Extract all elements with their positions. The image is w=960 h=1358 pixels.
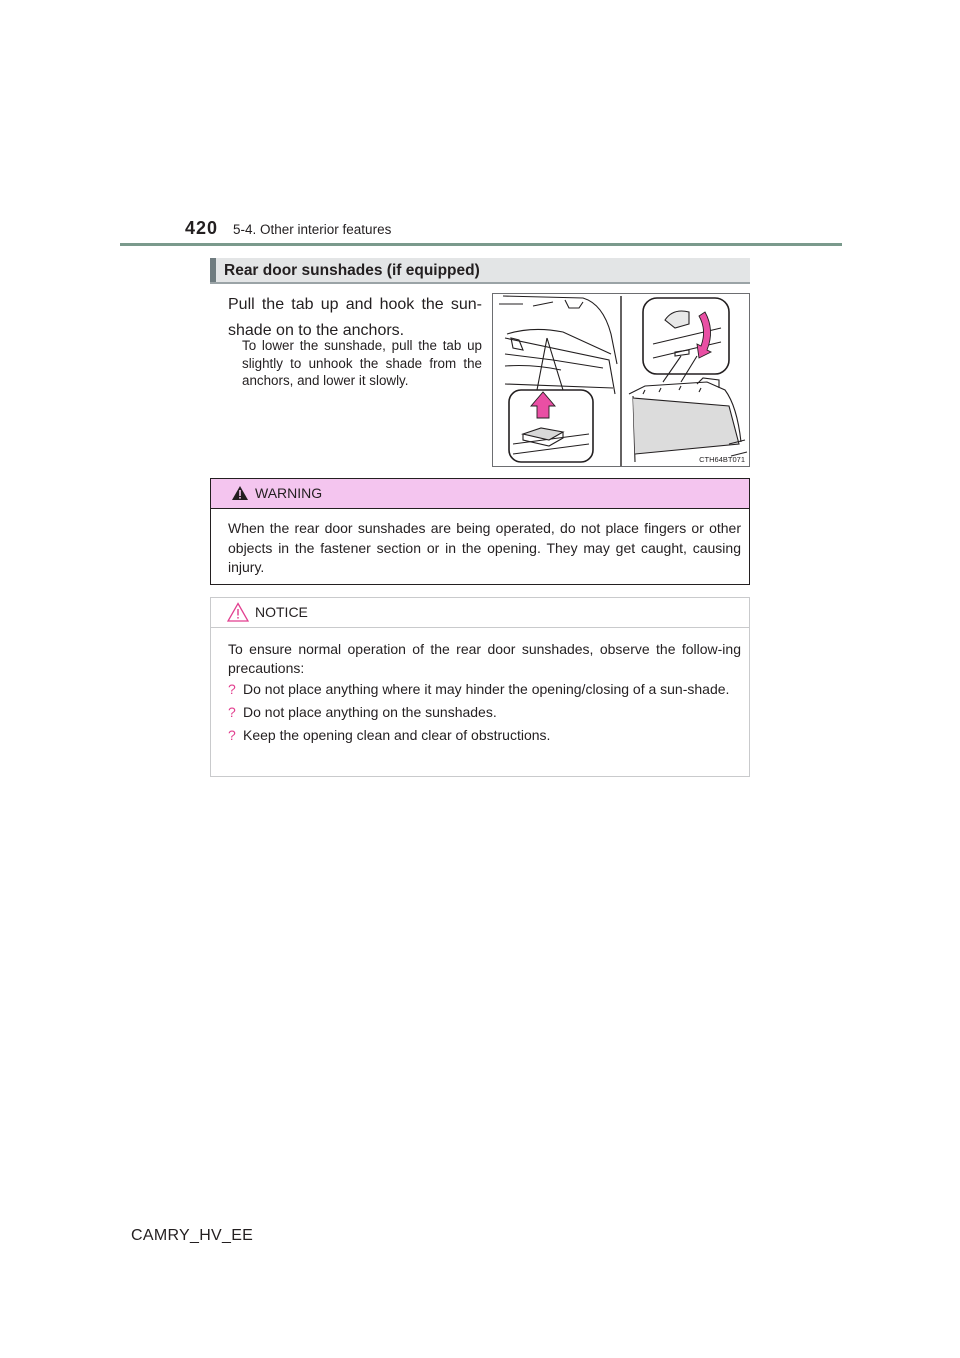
warning-text: When the rear door sunshades are being operated, do not place fingers or other objects in the fastener section or in the opening. They may get caught, causing injury. <box>228 520 741 575</box>
instruction-text: Pull the tab up and hook the sun-shade on to the anchors. <box>228 296 482 339</box>
sunshade-illustration <box>492 293 750 467</box>
figure-code: CTH64BT071 <box>699 455 745 464</box>
topic-title: Rear door sunshades (if equipped) <box>224 262 480 279</box>
topic-heading-bar <box>210 258 750 284</box>
topic-accent <box>210 258 216 282</box>
warning-label: WARNING <box>255 485 323 501</box>
notice-intro: To ensure normal operation of the rear door sunshades, observe the follow-ing precautions: <box>228 641 741 676</box>
warning-box <box>210 478 750 585</box>
notice-box <box>210 597 750 777</box>
list-item-text: Do not place anything on the sunshades. <box>243 704 497 720</box>
header-rule <box>120 243 842 246</box>
section-title: 5-4. Other interior features <box>233 222 392 237</box>
instruction-note: To lower the sunshade, pull the tab up slightly to unhook the shade from the anchors, and lower it slowly. <box>242 338 482 388</box>
notice-header <box>211 598 749 628</box>
bullet-marker: ? <box>228 681 236 697</box>
caution-icon <box>227 602 249 622</box>
list-item-text: Do not place anything where it may hinder the opening/closing of a sun-shade. <box>243 681 730 697</box>
page-number: 420 <box>185 218 219 238</box>
notice-label: NOTICE <box>255 604 308 620</box>
warning-icon <box>231 485 249 501</box>
footer-model-code: CAMRY_HV_EE <box>131 1227 254 1244</box>
list-item-text: Keep the opening clean and clear of obstructions. <box>243 727 551 743</box>
warning-header <box>211 479 749 509</box>
sunshade-drawing <box>493 294 751 468</box>
bullet-marker: ? <box>228 727 236 743</box>
bullet-marker: ? <box>228 704 236 720</box>
list-item <box>228 726 741 745</box>
notice-list <box>228 680 741 749</box>
list-item <box>228 703 741 722</box>
list-item <box>228 680 741 699</box>
